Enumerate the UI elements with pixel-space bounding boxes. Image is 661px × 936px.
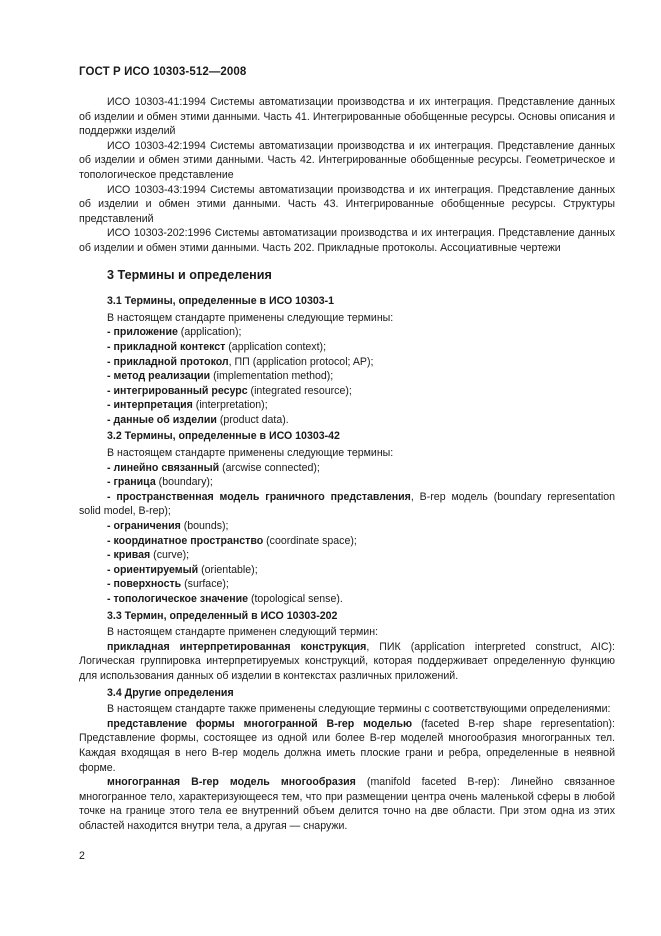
term-list-item: - ориентируемый (orientable); — [107, 563, 258, 576]
term-list-item: - кривая (curve); — [107, 549, 190, 562]
page-content — [79, 95, 615, 834]
term-list-item: - граница (boundary); — [107, 476, 213, 489]
term-list-item: - интегрированный ресурс (integrated resource); — [107, 384, 352, 397]
subsection-intro: В настоящем стандарте применены следующие термины: — [107, 311, 394, 324]
term-list-item: - прикладной протокол, ПП (application protocol; AP); — [107, 355, 374, 368]
subsection-intro: В настоящем стандарте применены следующие термины: — [107, 447, 394, 460]
section-heading: 3 Термины и определения — [107, 267, 272, 282]
term-list-item: - пространственная модель граничного представления, B-rep модель (boundary representation solid model, B-rep); — [79, 490, 615, 518]
term-definition: прикладная интерпретированная конструкция, ПИК (application interpreted construct, AIC): Логическая группировка интерпретируемых конструкций, которая поддерживает определенную функцию для использования данных об изделии в контекстах различных приложений. — [79, 640, 615, 682]
subsection-title: 3.1 Термины, определенные в ИСО 10303-1 — [107, 295, 335, 308]
reference-paragraph: ИСО 10303-43:1994 Системы автоматизации производства и их интеграция. Представление данных об изделии и обмен этими данными. Часть 43. Интегрированные обобщенные ресурсы. Структуры представлений — [79, 183, 615, 225]
term-definition: представление формы многогранной B-rep моделью (faceted B-rep shape representation): Представление формы, состоящее из одной или более B-rep моделей многообразия многогранных тел. Каждая входящая в него B-rep модель должна иметь плоские грани и ребра, определенные в неявной форме. — [79, 717, 615, 774]
document-header: ГОСТ Р ИСО 10303-512—2008 — [79, 66, 247, 78]
term-list-item: - топологическое значение (topological sense). — [107, 593, 343, 605]
term-list-item: - приложение (application); — [107, 326, 242, 339]
term-list-item: - метод реализации (implementation method); — [107, 370, 334, 383]
term-list-item: - поверхность (surface); — [107, 578, 229, 591]
term-list-item: - данные об изделии (product data). — [107, 413, 289, 426]
term-list-item: - линейно связанный (arcwise connected); — [107, 461, 320, 474]
subsection-intro: В настоящем стандарте применен следующий термин: — [107, 626, 379, 639]
term-list-item: - координатное пространство (coordinate space); — [107, 534, 357, 547]
subsection-title: 3.3 Термин, определенный в ИСО 10303-202 — [107, 609, 338, 622]
term-list-item: - прикладной контекст (application context); — [107, 340, 327, 353]
term-list-item: - ограничения (bounds); — [107, 520, 229, 533]
reference-paragraph: ИСО 10303-41:1994 Системы автоматизации производства и их интеграция. Представление данных об изделии и обмен этими данными. Часть 41. Интегрированные обобщенные ресурсы. Основы описания и поддержки изделий — [79, 96, 615, 138]
term-definition: многогранная B-rep модель многообразия (manifold faceted B-rep): Линейно связанное многогранное тело, характеризующееся тем, что при размещении центра очень маленькой сферы в любой точке на границе этого тела ее внутренний объем делится точно на две области. При этом одна из этих областей находится внутри тела, а другая — снаружи. — [79, 776, 615, 832]
reference-paragraph: ИСО 10303-202:1996 Системы автоматизации производства и их интеграция. Представление данных об изделии и обмен этими данными. Часть 202. Прикладные протоколы. Ассоциативные чертежи — [79, 227, 615, 254]
subsection-title: 3.4 Другие определения — [107, 686, 234, 699]
subsection-title: 3.2 Термины, определенные в ИСО 10303-42 — [107, 430, 340, 443]
term-list-item: - интерпретация (interpretation); — [107, 399, 268, 412]
subsection-intro: В настоящем стандарте также применены следующие термины с соответствующими определениями: — [107, 703, 611, 716]
page-number: 2 — [79, 850, 85, 862]
reference-paragraph: ИСО 10303-42:1994 Системы автоматизации производства и их интеграция. Представление данных об изделии и обмен этими данными. Часть 42. Интегрированные обобщенные ресурсы. Геометрическое и топологическое представление — [79, 139, 615, 181]
